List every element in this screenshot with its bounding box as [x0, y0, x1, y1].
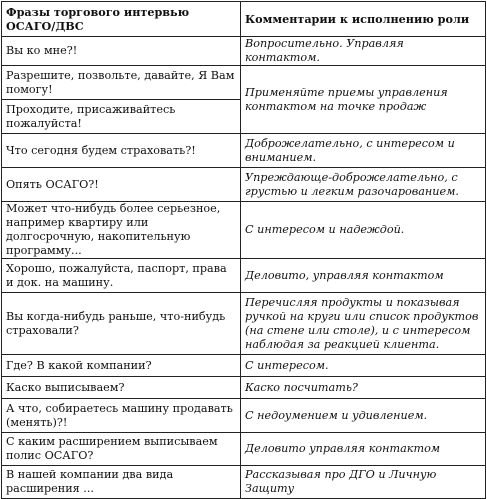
phrase-cell: Что сегодня будем страховать?! [2, 134, 241, 168]
comment-cell: Перечисляя продукты и показывая ручкой на круги или список продуктов (на стене или столе), и с интересом наблюдая за реакцией клиента. [241, 293, 486, 355]
phrase-cell: С каким расширением выписываем полис ОСАГО? [2, 433, 241, 466]
table-row [2, 37, 486, 66]
phrase-cell: В нашей компании два вида расширения ... [2, 466, 241, 499]
table-row [2, 466, 486, 499]
phrase-cell: Может что-нибудь более серьезное, например квартиру или долгосрочную, накопительную программу... [2, 202, 241, 259]
phrase-cell: Вы когда-нибудь раньше, что-нибудь страховали? [2, 293, 241, 355]
table-row [2, 355, 486, 377]
phrase-cell: Где? В какой компании? [2, 355, 241, 377]
phrase-cell: А что, собираетесь машину продавать (менять)?! [2, 399, 241, 433]
phrase-cell: Вы ко мне?! [2, 37, 241, 66]
comment-cell: С интересом. [241, 355, 486, 377]
table-row [2, 377, 486, 399]
comment-cell: С интересом и надеждой. [241, 202, 486, 259]
comment-cell: Каско посчитать? [241, 377, 486, 399]
phrase-cell: Проходите, присаживайтесь пожалуйста! [2, 100, 241, 134]
role-script-table [1, 1, 486, 499]
table-row [2, 168, 486, 202]
comment-cell: Вопросительно. Управляя контактом. [241, 37, 486, 66]
table-row [2, 259, 486, 293]
comment-cell: Применяйте приемы управления контактом на точке продаж [241, 66, 486, 134]
comment-cell: Доброжелательно, с интересом и вниманием. [241, 134, 486, 168]
table-row [2, 399, 486, 433]
comment-cell: Деловито, управляя контактом [241, 259, 486, 293]
phrase-cell: Разрешите, позвольте, давайте, Я Вам помогу! [2, 66, 241, 100]
table-row [2, 66, 486, 100]
table-row [2, 293, 486, 355]
table-header-row [2, 2, 486, 37]
table-row [2, 202, 486, 259]
table-row [2, 134, 486, 168]
comment-cell: С недоумением и удивлением. [241, 399, 486, 433]
header-comments: Комментарии к исполнению роли [241, 2, 486, 37]
comment-cell: Рассказывая про ДГО и Личную Защиту [241, 466, 486, 499]
comment-cell: Деловито управляя контактом [241, 433, 486, 466]
comment-cell: Упреждающе-доброжелательно, с грустью и легким разочарованием. [241, 168, 486, 202]
phrase-cell: Опять ОСАГО?! [2, 168, 241, 202]
phrase-cell: Каско выписываем? [2, 377, 241, 399]
header-phrases: Фразы торгового интервью ОСАГО/ДВС [2, 2, 241, 37]
phrase-cell: Хорошо, пожалуйста, паспорт, права и док. на машину. [2, 259, 241, 293]
